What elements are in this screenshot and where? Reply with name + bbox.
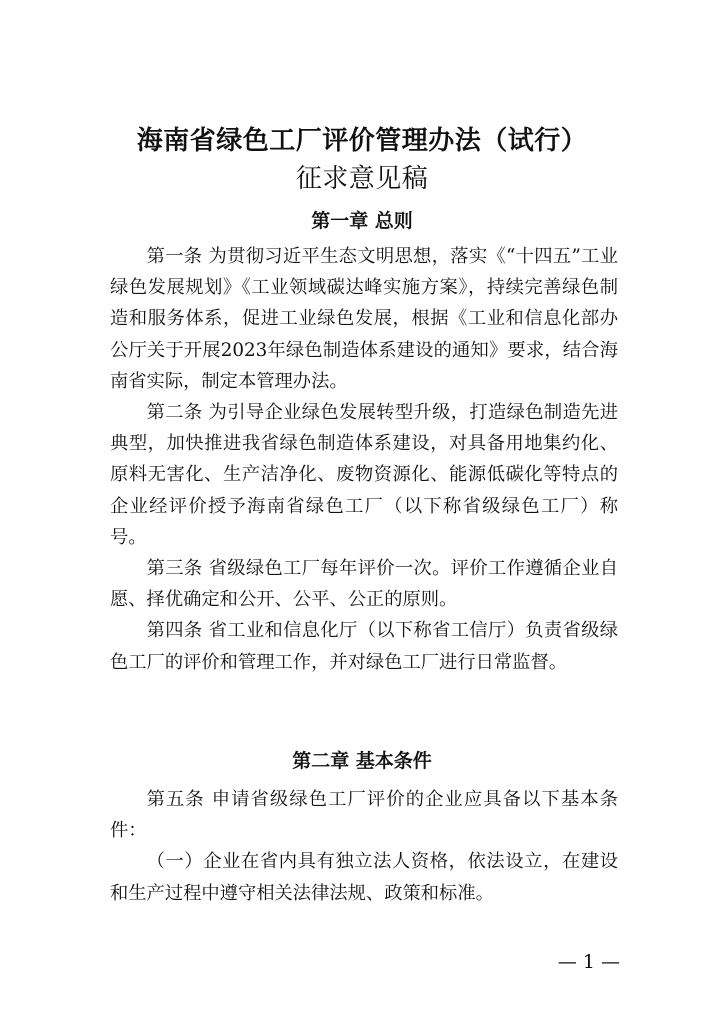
chapter-1-body (110, 241, 618, 678)
chapter-heading-2: 第二章 基本条件 (292, 750, 432, 772)
page-number: — 1 — (557, 951, 620, 973)
chapter-2-body (110, 784, 618, 909)
article-1: 第一条 为贯彻习近平生态文明思想，落实《“十四五”工业绿色发展规划》《工业领域碳达峰实施方案》，持续完善绿色制造和服务体系，促进工业绿色发展，根据《工业和信息化部办公厅关于开展2023年绿色制造体系建设的通知》要求，结合海南省实际，制定本管理办法。 (110, 246, 618, 392)
article-4: 第四条 省工业和信息化厅（以下称省工信厅）负责省级绿色工厂的评价和管理工作，并对绿色工厂进行日常监督。 (110, 620, 618, 673)
article-5-item-1: （一）企业在省内具有独立法人资格，依法设立，在建设和生产过程中遵守相关法律法规、政策和标准。 (110, 851, 618, 904)
document-title: 海南省绿色工厂评价管理办法（试行） (136, 126, 588, 156)
article-2: 第二条 为引导企业绿色发展转型升级，打造绿色制造先进典型，加快推进我省绿色制造体系建设，对具备用地集约化、原料无害化、生产洁净化、废物资源化、能源低碳化等特点的企业经评价授予海南省绿色工厂（以下称省级绿色工厂）称号。 (110, 402, 618, 548)
article-5: 第五条 申请省级绿色工厂评价的企业应具备以下基本条件： (110, 789, 618, 842)
chapter-heading-1: 第一章 总则 (311, 210, 413, 232)
article-3: 第三条 省级绿色工厂每年评价一次。评价工作遵循企业自愿、择优确定和公开、公平、公正的原则。 (110, 558, 618, 611)
document-subtitle: 征求意见稿 (295, 164, 429, 194)
